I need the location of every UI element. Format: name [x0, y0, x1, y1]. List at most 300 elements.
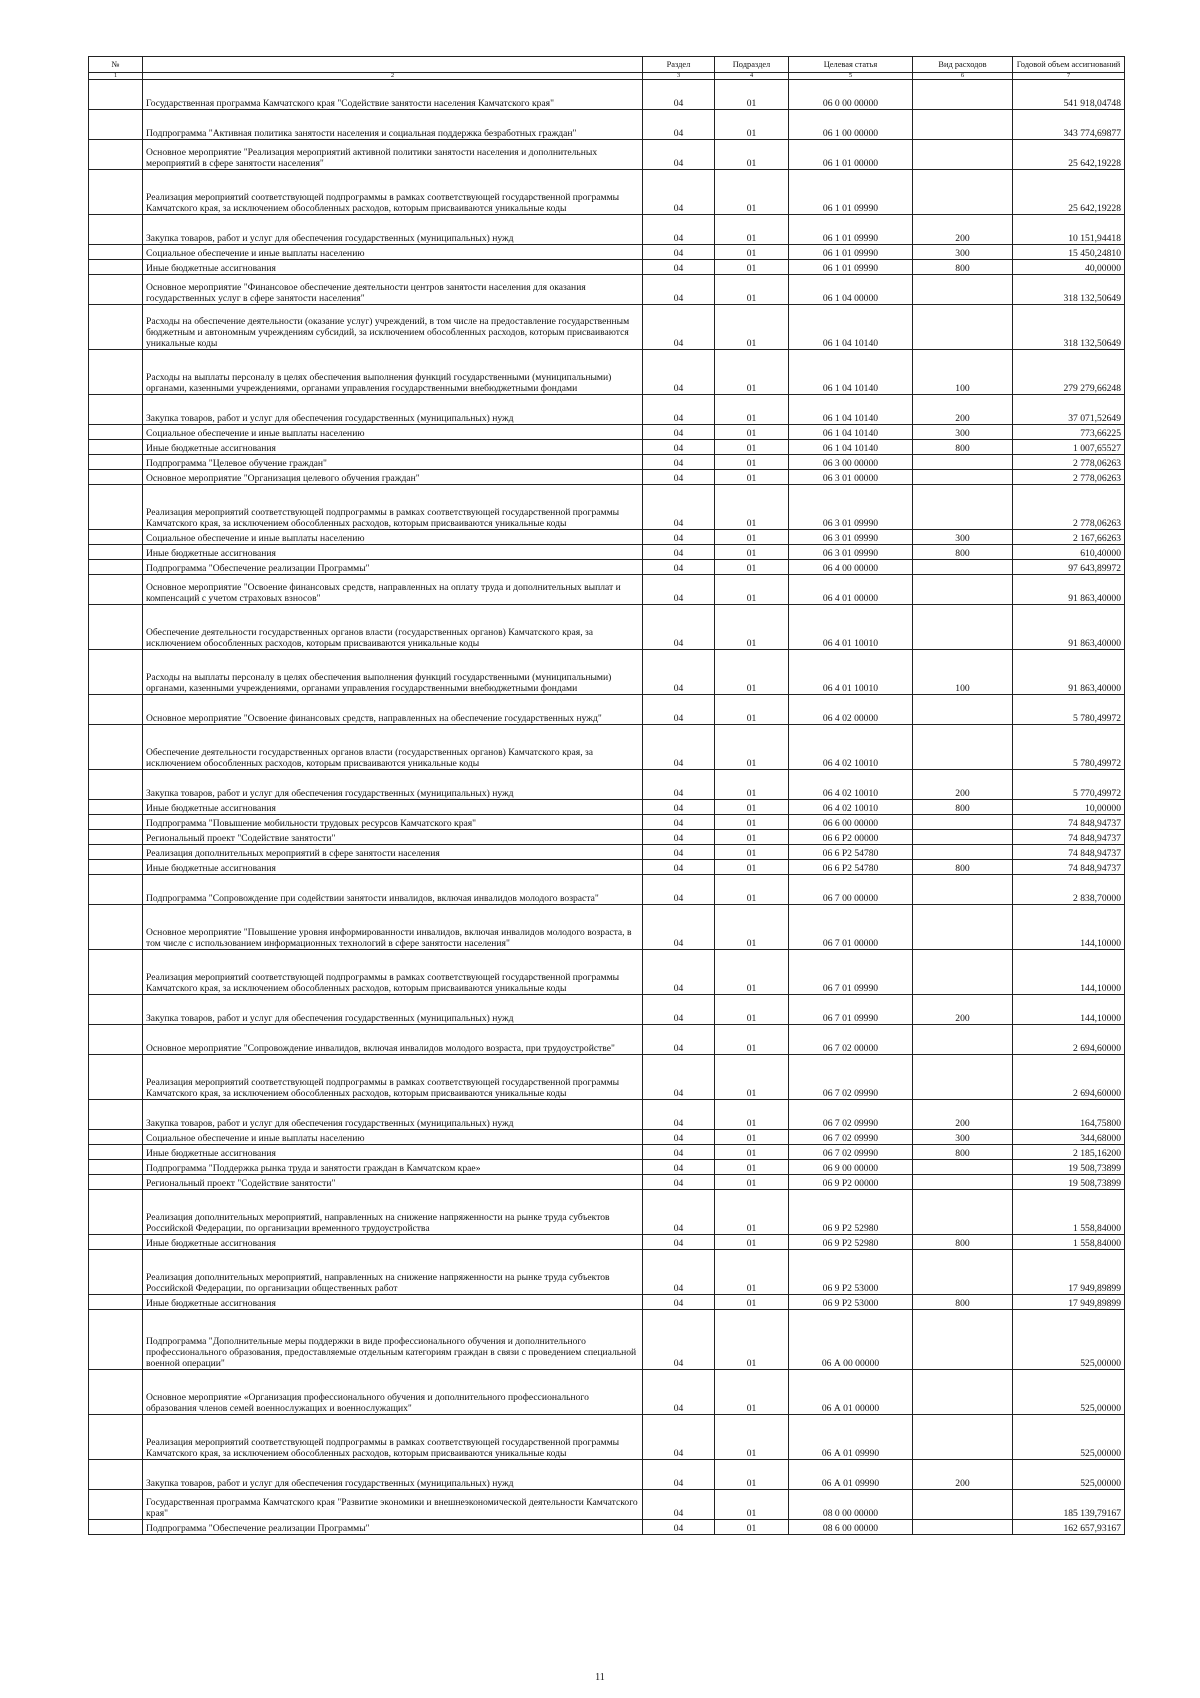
razdel-cell: 04	[643, 1415, 715, 1460]
header-target-article: Целевая статья	[789, 57, 913, 73]
amount-cell: 5 780,49972	[1013, 695, 1125, 725]
table-row	[89, 1295, 1125, 1310]
item-name-cell: Социальное обеспечение и иные выплаты населению	[143, 1130, 643, 1145]
podrazdel-cell: 01	[715, 560, 789, 575]
row-number-cell	[89, 1145, 143, 1160]
target-article-cell: 06 7 01 09990	[789, 950, 913, 995]
razdel-cell: 04	[643, 1130, 715, 1145]
row-number-cell	[89, 110, 143, 140]
podrazdel-cell: 01	[715, 605, 789, 650]
expense-type-cell: 100	[913, 350, 1013, 395]
table-row	[89, 770, 1125, 800]
item-name-cell: Закупка товаров, работ и услуг для обеспечения государственных (муниципальных) нужд	[143, 995, 643, 1025]
expense-type-cell	[913, 305, 1013, 350]
expense-type-cell: 300	[913, 245, 1013, 260]
amount-cell: 525,00000	[1013, 1370, 1125, 1415]
target-article-cell: 06 1 01 09990	[789, 245, 913, 260]
razdel-cell: 04	[643, 1295, 715, 1310]
table-row	[89, 1130, 1125, 1145]
podrazdel-cell: 01	[715, 950, 789, 995]
target-article-cell: 06 7 02 09990	[789, 1100, 913, 1130]
header-expense-type: Вид расходов	[913, 57, 1013, 73]
table-row	[89, 215, 1125, 245]
expense-type-cell	[913, 845, 1013, 860]
row-number-cell	[89, 470, 143, 485]
item-name-cell: Иные бюджетные ассигнования	[143, 545, 643, 560]
item-name-cell: Государственная программа Камчатского края "Развитие экономики и внешнеэкономической деятельности Камчатского края"	[143, 1490, 643, 1520]
podrazdel-cell: 01	[715, 80, 789, 110]
table-row	[89, 425, 1125, 440]
amount-cell: 144,10000	[1013, 950, 1125, 995]
target-article-cell: 06 4 02 10010	[789, 725, 913, 770]
row-number-cell	[89, 1055, 143, 1100]
column-number: 2	[143, 73, 643, 80]
razdel-cell: 04	[643, 800, 715, 815]
row-number-cell	[89, 530, 143, 545]
podrazdel-cell: 01	[715, 1310, 789, 1370]
amount-cell: 2 185,16200	[1013, 1145, 1125, 1160]
table-row	[89, 875, 1125, 905]
amount-cell: 19 508,73899	[1013, 1175, 1125, 1190]
table-row	[89, 350, 1125, 395]
amount-cell: 1 007,65527	[1013, 440, 1125, 455]
table-row	[89, 1100, 1125, 1130]
row-number-cell	[89, 1310, 143, 1370]
podrazdel-cell: 01	[715, 485, 789, 530]
amount-cell: 19 508,73899	[1013, 1160, 1125, 1175]
column-number: 5	[789, 73, 913, 80]
column-number: 6	[913, 73, 1013, 80]
table-row	[89, 1190, 1125, 1235]
item-name-cell: Расходы на выплаты персоналу в целях обеспечения выполнения функций государственными (муниципальными) органами, казенными учреждениями, органами управления государственными внебюджетными фондами	[143, 650, 643, 695]
razdel-cell: 04	[643, 1370, 715, 1415]
target-article-cell: 06 4 00 00000	[789, 560, 913, 575]
target-article-cell: 06 А 01 00000	[789, 1370, 913, 1415]
row-number-cell	[89, 815, 143, 830]
table-row	[89, 395, 1125, 425]
razdel-cell: 04	[643, 950, 715, 995]
razdel-cell: 04	[643, 395, 715, 425]
podrazdel-cell: 01	[715, 305, 789, 350]
podrazdel-cell: 01	[715, 470, 789, 485]
table-row	[89, 1460, 1125, 1490]
expense-type-cell	[913, 455, 1013, 470]
expense-type-cell: 800	[913, 1295, 1013, 1310]
table-row	[89, 605, 1125, 650]
razdel-cell: 04	[643, 1520, 715, 1535]
razdel-cell: 04	[643, 485, 715, 530]
expense-type-cell	[913, 875, 1013, 905]
expense-type-cell: 800	[913, 1145, 1013, 1160]
item-name-cell: Подпрограмма "Поддержка рынка труда и занятости граждан в Камчатском крае»	[143, 1160, 643, 1175]
row-number-cell	[89, 80, 143, 110]
amount-cell: 344,68000	[1013, 1130, 1125, 1145]
podrazdel-cell: 01	[715, 695, 789, 725]
razdel-cell: 04	[643, 605, 715, 650]
podrazdel-cell: 01	[715, 140, 789, 170]
page-number: 11	[595, 1672, 605, 1683]
table-row	[89, 1370, 1125, 1415]
amount-cell: 144,10000	[1013, 905, 1125, 950]
expense-type-cell	[913, 1415, 1013, 1460]
razdel-cell: 04	[643, 560, 715, 575]
expense-type-cell	[913, 140, 1013, 170]
target-article-cell: 06 7 02 09990	[789, 1145, 913, 1160]
table-row	[89, 1145, 1125, 1160]
row-number-cell	[89, 605, 143, 650]
amount-cell: 17 949,89899	[1013, 1295, 1125, 1310]
amount-cell: 97 643,89972	[1013, 560, 1125, 575]
expense-type-cell	[913, 1310, 1013, 1370]
amount-cell: 74 848,94737	[1013, 860, 1125, 875]
podrazdel-cell: 01	[715, 260, 789, 275]
item-name-cell: Основное мероприятие "Организация целевого обучения граждан"	[143, 470, 643, 485]
amount-cell: 5 780,49972	[1013, 725, 1125, 770]
amount-cell: 164,75800	[1013, 1100, 1125, 1130]
podrazdel-cell: 01	[715, 1370, 789, 1415]
expense-type-cell: 300	[913, 1130, 1013, 1145]
expense-type-cell	[913, 485, 1013, 530]
table-row	[89, 905, 1125, 950]
expense-type-cell: 800	[913, 260, 1013, 275]
podrazdel-cell: 01	[715, 830, 789, 845]
target-article-cell: 06 3 01 00000	[789, 470, 913, 485]
podrazdel-cell: 01	[715, 800, 789, 815]
amount-cell: 37 071,52649	[1013, 395, 1125, 425]
row-number-cell	[89, 800, 143, 815]
table-row	[89, 545, 1125, 560]
header-annual-amount: Годовой объем ассигнований	[1013, 57, 1125, 73]
podrazdel-cell: 01	[715, 875, 789, 905]
expense-type-cell	[913, 1190, 1013, 1235]
row-number-cell	[89, 560, 143, 575]
target-article-cell: 08 0 00 00000	[789, 1490, 913, 1520]
amount-cell: 1 558,84000	[1013, 1190, 1125, 1235]
table-row	[89, 1490, 1125, 1520]
item-name-cell: Основное мероприятие «Организация профессионального обучения и дополнительного профессионального образования членов семей военнослужащих и военнослужащих"	[143, 1370, 643, 1415]
podrazdel-cell: 01	[715, 1025, 789, 1055]
row-number-cell	[89, 395, 143, 425]
row-number-cell	[89, 245, 143, 260]
podrazdel-cell: 01	[715, 1055, 789, 1100]
row-number-cell	[89, 905, 143, 950]
header-razdel: Раздел	[643, 57, 715, 73]
expense-type-cell: 200	[913, 395, 1013, 425]
amount-cell: 525,00000	[1013, 1460, 1125, 1490]
row-number-cell	[89, 1130, 143, 1145]
target-article-cell: 06 3 01 09990	[789, 545, 913, 560]
amount-cell: 91 863,40000	[1013, 605, 1125, 650]
target-article-cell: 06 7 00 00000	[789, 875, 913, 905]
amount-cell: 2 694,60000	[1013, 1055, 1125, 1100]
razdel-cell: 04	[643, 440, 715, 455]
table-row	[89, 80, 1125, 110]
row-number-cell	[89, 1025, 143, 1055]
amount-cell: 525,00000	[1013, 1310, 1125, 1370]
razdel-cell: 04	[643, 1145, 715, 1160]
row-number-cell	[89, 1520, 143, 1535]
column-number: 7	[1013, 73, 1125, 80]
table-row	[89, 275, 1125, 305]
podrazdel-cell: 01	[715, 845, 789, 860]
amount-cell: 162 657,93167	[1013, 1520, 1125, 1535]
item-name-cell: Подпрограмма "Активная политика занятости населения и социальная поддержка безработных граждан"	[143, 110, 643, 140]
table-row	[89, 995, 1125, 1025]
expense-type-cell	[913, 470, 1013, 485]
item-name-cell: Государственная программа Камчатского края "Содействие занятости населения Камчатского края"	[143, 80, 643, 110]
target-article-cell: 06 1 04 10140	[789, 395, 913, 425]
item-name-cell: Закупка товаров, работ и услуг для обеспечения государственных (муниципальных) нужд	[143, 395, 643, 425]
row-number-cell	[89, 455, 143, 470]
podrazdel-cell: 01	[715, 1460, 789, 1490]
row-number-cell	[89, 575, 143, 605]
target-article-cell: 06 4 02 10010	[789, 770, 913, 800]
podrazdel-cell: 01	[715, 905, 789, 950]
amount-cell: 2 778,06263	[1013, 485, 1125, 530]
amount-cell: 343 774,69877	[1013, 110, 1125, 140]
target-article-cell: 06 6 P2 00000	[789, 830, 913, 845]
podrazdel-cell: 01	[715, 860, 789, 875]
item-name-cell: Иные бюджетные ассигнования	[143, 260, 643, 275]
amount-cell: 144,10000	[1013, 995, 1125, 1025]
row-number-cell	[89, 425, 143, 440]
table-row	[89, 1055, 1125, 1100]
item-name-cell: Реализация мероприятий соответствующей подпрограммы в рамках соответствующей государственной программы Камчатского края, за исключением обособленных расходов, которым присваиваются уникальные коды	[143, 1055, 643, 1100]
target-article-cell: 06 А 01 09990	[789, 1460, 913, 1490]
razdel-cell: 04	[643, 545, 715, 560]
row-number-cell	[89, 860, 143, 875]
razdel-cell: 04	[643, 305, 715, 350]
target-article-cell: 06 9 P2 52980	[789, 1235, 913, 1250]
expense-type-cell	[913, 110, 1013, 140]
item-name-cell: Реализация дополнительных мероприятий, направленных на снижение напряженности на рынке труда субъектов Российской Федерации, по организации временного трудоустройства	[143, 1190, 643, 1235]
item-name-cell: Основное мероприятие "Освоение финансовых средств, направленных на оплату труда и дополнительных выплат и компенсаций с учетом страховых взносов"	[143, 575, 643, 605]
podrazdel-cell: 01	[715, 530, 789, 545]
podrazdel-cell: 01	[715, 425, 789, 440]
column-number: 4	[715, 73, 789, 80]
podrazdel-cell: 01	[715, 575, 789, 605]
target-article-cell: 06 1 04 10140	[789, 350, 913, 395]
razdel-cell: 04	[643, 110, 715, 140]
razdel-cell: 04	[643, 350, 715, 395]
amount-cell: 318 132,50649	[1013, 305, 1125, 350]
target-article-cell: 06 4 02 00000	[789, 695, 913, 725]
expense-type-cell: 100	[913, 650, 1013, 695]
item-name-cell: Подпрограмма "Обеспечение реализации Программы"	[143, 560, 643, 575]
row-number-cell	[89, 440, 143, 455]
expense-type-cell: 200	[913, 995, 1013, 1025]
podrazdel-cell: 01	[715, 1235, 789, 1250]
amount-cell: 773,66225	[1013, 425, 1125, 440]
podrazdel-cell: 01	[715, 1160, 789, 1175]
razdel-cell: 04	[643, 650, 715, 695]
item-name-cell: Реализация мероприятий соответствующей подпрограммы в рамках соответствующей государственной программы Камчатского края, за исключением обособленных расходов, которым присваиваются уникальные коды	[143, 1415, 643, 1460]
amount-cell: 15 450,24810	[1013, 245, 1125, 260]
table-row	[89, 470, 1125, 485]
razdel-cell: 04	[643, 1490, 715, 1520]
item-name-cell: Иные бюджетные ассигнования	[143, 440, 643, 455]
expense-type-cell: 800	[913, 1235, 1013, 1250]
podrazdel-cell: 01	[715, 1100, 789, 1130]
item-name-cell: Подпрограмма "Повышение мобильности трудовых ресурсов Камчатского края"	[143, 815, 643, 830]
expense-type-cell	[913, 1175, 1013, 1190]
podrazdel-cell: 01	[715, 995, 789, 1025]
item-name-cell: Закупка товаров, работ и услуг для обеспечения государственных (муниципальных) нужд	[143, 215, 643, 245]
expense-type-cell	[913, 1025, 1013, 1055]
table-row	[89, 455, 1125, 470]
amount-cell: 2 694,60000	[1013, 1025, 1125, 1055]
amount-cell: 5 770,49972	[1013, 770, 1125, 800]
podrazdel-cell: 01	[715, 545, 789, 560]
row-number-cell	[89, 545, 143, 560]
razdel-cell: 04	[643, 1460, 715, 1490]
razdel-cell: 04	[643, 1175, 715, 1190]
row-number-cell	[89, 1490, 143, 1520]
podrazdel-cell: 01	[715, 1415, 789, 1460]
amount-cell: 2 778,06263	[1013, 455, 1125, 470]
target-article-cell: 06 1 00 00000	[789, 110, 913, 140]
podrazdel-cell: 01	[715, 1490, 789, 1520]
target-article-cell: 06 3 00 00000	[789, 455, 913, 470]
target-article-cell: 06 1 01 09990	[789, 215, 913, 245]
item-name-cell: Иные бюджетные ассигнования	[143, 1295, 643, 1310]
expense-type-cell: 800	[913, 860, 1013, 875]
razdel-cell: 04	[643, 995, 715, 1025]
table-row	[89, 1175, 1125, 1190]
razdel-cell: 04	[643, 140, 715, 170]
table-row	[89, 1235, 1125, 1250]
target-article-cell: 06 1 01 09990	[789, 260, 913, 275]
table-row	[89, 950, 1125, 995]
amount-cell: 279 279,66248	[1013, 350, 1125, 395]
razdel-cell: 04	[643, 170, 715, 215]
target-article-cell: 06 3 01 09990	[789, 485, 913, 530]
amount-cell: 185 139,79167	[1013, 1490, 1125, 1520]
target-article-cell: 06 4 01 10010	[789, 650, 913, 695]
table-row	[89, 650, 1125, 695]
item-name-cell: Реализация дополнительных мероприятий, направленных на снижение напряженности на рынке труда субъектов Российской Федерации, по организации общественных работ	[143, 1250, 643, 1295]
item-name-cell: Подпрограмма "Обеспечение реализации Программы"	[143, 1520, 643, 1535]
podrazdel-cell: 01	[715, 1190, 789, 1235]
razdel-cell: 04	[643, 455, 715, 470]
budget-table	[88, 56, 1125, 1535]
row-number-cell	[89, 260, 143, 275]
expense-type-cell	[913, 950, 1013, 995]
target-article-cell: 06 1 01 00000	[789, 140, 913, 170]
table-row	[89, 830, 1125, 845]
razdel-cell: 04	[643, 260, 715, 275]
item-name-cell: Закупка товаров, работ и услуг для обеспечения государственных (муниципальных) нужд	[143, 1460, 643, 1490]
table-row	[89, 1025, 1125, 1055]
table-row	[89, 1415, 1125, 1460]
table-row	[89, 725, 1125, 770]
razdel-cell: 04	[643, 875, 715, 905]
item-name-cell: Основное мероприятие "Освоение финансовых средств, направленных на обеспечение государственных нужд"	[143, 695, 643, 725]
target-article-cell: 06 1 04 10140	[789, 425, 913, 440]
podrazdel-cell: 01	[715, 170, 789, 215]
podrazdel-cell: 01	[715, 725, 789, 770]
table-row	[89, 1160, 1125, 1175]
target-article-cell: 06 6 00 00000	[789, 815, 913, 830]
item-name-cell: Региональный проект "Содействие занятости"	[143, 830, 643, 845]
item-name-cell: Основное мероприятие "Сопровождение инвалидов, включая инвалидов молодого возраста, при трудоустройстве"	[143, 1025, 643, 1055]
item-name-cell: Обеспечение деятельности государственных органов власти (государственных органов) Камчатского края, за исключением обособленных расходов, которым присваиваются уникальные коды	[143, 725, 643, 770]
expense-type-cell	[913, 605, 1013, 650]
target-article-cell: 06 6 P2 54780	[789, 845, 913, 860]
expense-type-cell	[913, 575, 1013, 605]
table-row	[89, 260, 1125, 275]
expense-type-cell: 300	[913, 425, 1013, 440]
target-article-cell: 06 7 02 09990	[789, 1130, 913, 1145]
amount-cell: 2 838,70000	[1013, 875, 1125, 905]
item-name-cell: Основное мероприятие "Реализация мероприятий активной политики занятости населения и дополнительных мероприятий в сфере занятости населения"	[143, 140, 643, 170]
table-row	[89, 695, 1125, 725]
amount-cell: 541 918,04748	[1013, 80, 1125, 110]
table-row	[89, 1250, 1125, 1295]
item-name-cell: Иные бюджетные ассигнования	[143, 1235, 643, 1250]
table-row	[89, 815, 1125, 830]
podrazdel-cell: 01	[715, 1295, 789, 1310]
row-number-cell	[89, 1295, 143, 1310]
row-number-cell	[89, 1460, 143, 1490]
table-row	[89, 860, 1125, 875]
razdel-cell: 04	[643, 1100, 715, 1130]
row-number-cell	[89, 950, 143, 995]
expense-type-cell	[913, 1490, 1013, 1520]
razdel-cell: 04	[643, 575, 715, 605]
row-number-cell	[89, 770, 143, 800]
row-number-cell	[89, 695, 143, 725]
razdel-cell: 04	[643, 275, 715, 305]
expense-type-cell	[913, 80, 1013, 110]
target-article-cell: 06 7 02 00000	[789, 1025, 913, 1055]
podrazdel-cell: 01	[715, 1520, 789, 1535]
razdel-cell: 04	[643, 845, 715, 860]
target-article-cell: 06 3 01 09990	[789, 530, 913, 545]
row-number-cell	[89, 1160, 143, 1175]
target-article-cell: 08 6 00 00000	[789, 1520, 913, 1535]
razdel-cell: 04	[643, 1250, 715, 1295]
expense-type-cell: 800	[913, 800, 1013, 815]
razdel-cell: 04	[643, 1310, 715, 1370]
amount-cell: 91 863,40000	[1013, 575, 1125, 605]
table-row	[89, 305, 1125, 350]
table-row	[89, 440, 1125, 455]
table-row	[89, 800, 1125, 815]
amount-cell: 318 132,50649	[1013, 275, 1125, 305]
item-name-cell: Иные бюджетные ассигнования	[143, 860, 643, 875]
target-article-cell: 06 9 P2 52980	[789, 1190, 913, 1235]
target-article-cell: 06 9 P2 53000	[789, 1250, 913, 1295]
podrazdel-cell: 01	[715, 440, 789, 455]
razdel-cell: 04	[643, 815, 715, 830]
amount-cell: 1 558,84000	[1013, 1235, 1125, 1250]
table-row	[89, 530, 1125, 545]
expense-type-cell	[913, 1520, 1013, 1535]
razdel-cell: 04	[643, 425, 715, 440]
item-name-cell: Социальное обеспечение и иные выплаты населению	[143, 425, 643, 440]
target-article-cell: 06 9 P2 53000	[789, 1295, 913, 1310]
item-name-cell: Региональный проект "Содействие занятости"	[143, 1175, 643, 1190]
razdel-cell: 04	[643, 860, 715, 875]
expense-type-cell	[913, 905, 1013, 950]
row-number-cell	[89, 275, 143, 305]
razdel-cell: 04	[643, 905, 715, 950]
podrazdel-cell: 01	[715, 215, 789, 245]
razdel-cell: 04	[643, 1235, 715, 1250]
row-number-cell	[89, 875, 143, 905]
item-name-cell: Основное мероприятие "Повышение уровня информированности инвалидов, включая инвалидов молодого возраста, в том числе с использованием информационных технологий в сфере занятости населения"	[143, 905, 643, 950]
